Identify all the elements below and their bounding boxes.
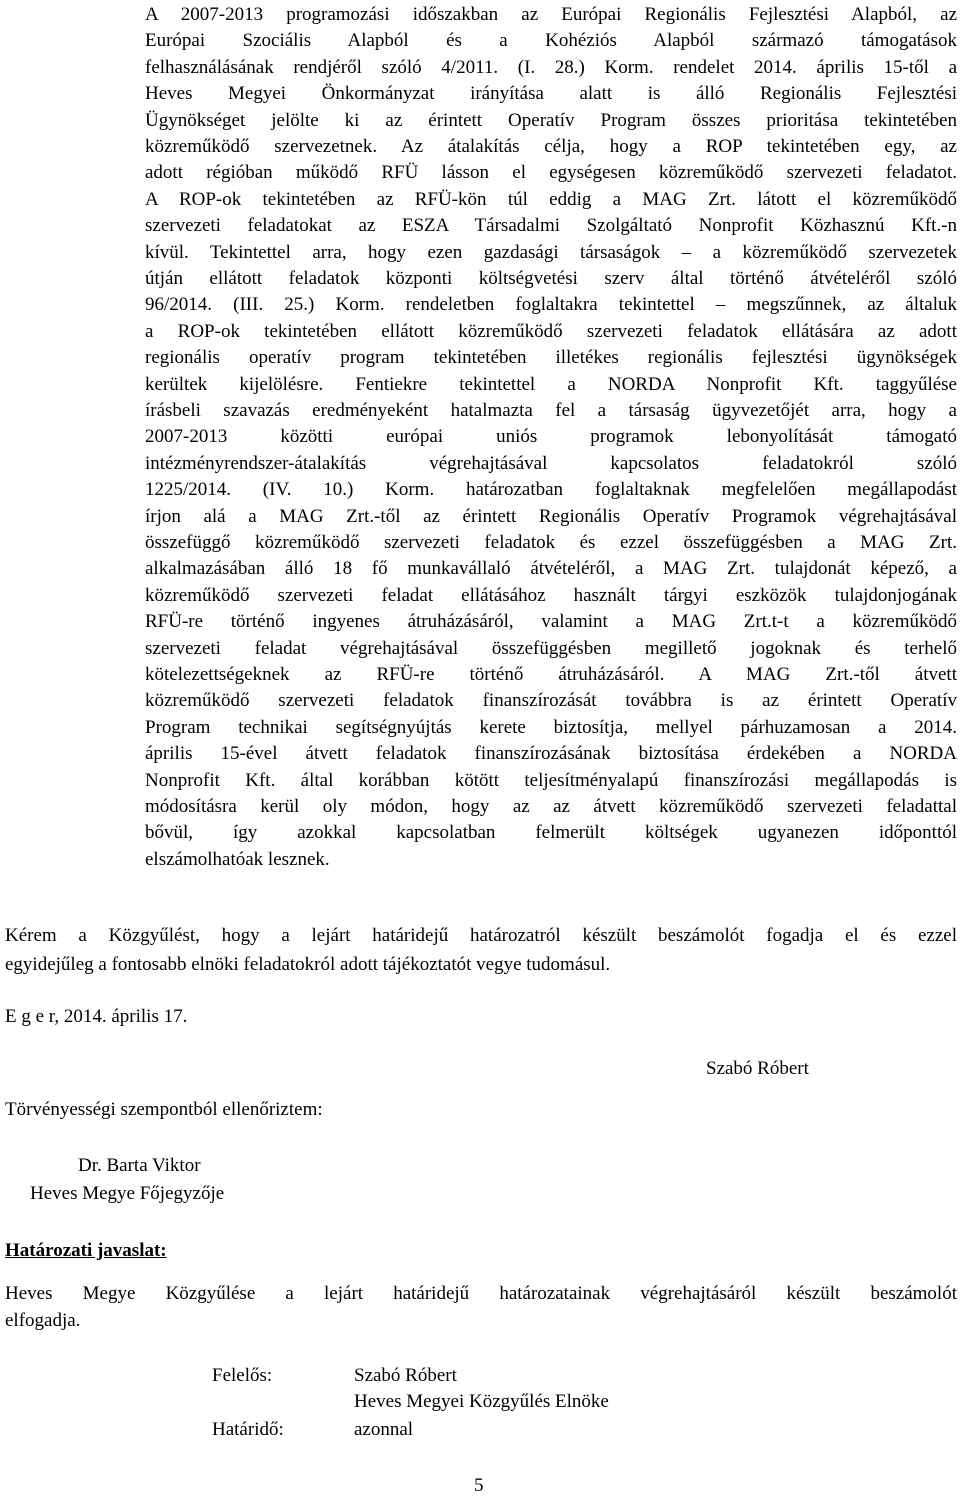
signer-name: Szabó Róbert	[706, 1058, 809, 1079]
paragraph-line: Heves Megyei Önkormányzat irányítása alatt is álló Regionális Fejlesztési	[145, 83, 957, 105]
paragraph-line: 96/2014. (III. 25.) Korm. rendeletben foglaltakra tekintettel – megszűnnek, az általuk	[145, 294, 957, 316]
page-number: 5	[474, 1475, 484, 1496]
paragraph-line: bővül, így azokkal kapcsolatban felmerült költségek ugyanezen időponttól	[145, 822, 957, 844]
request-line-2: egyidejűleg a fontosabb elnöki feladatokról adott tájékoztatót vegye tudomásul.	[5, 954, 611, 975]
paragraph-line: felhasználásának rendjéről szóló 4/2011. (I. 28.) Korm. rendelet 2014. április 15-től a	[145, 56, 957, 78]
paragraph-line: Ügynökséget jelölte ki az érintett Operatív Program összes prioritása tekintetében	[145, 109, 957, 131]
notary-title: Heves Megye Főjegyzője	[30, 1183, 225, 1204]
paragraph-line: A ROP-ok tekintetében az RFÜ-kön túl eddig a MAG Zrt. látott el közreműködő	[145, 188, 957, 210]
paragraph-line: kerültek kijelölésre. Fentiekre tekintettel a NORDA Nonprofit Kft. taggyűlése	[145, 373, 957, 395]
paragraph-line: kötelezettségeknek az RFÜ-re történő átruházásáról. A MAG Zrt.-től átvett	[145, 664, 957, 685]
deadline-value: azonnal	[354, 1419, 414, 1440]
notary-name: Dr. Barta Viktor	[78, 1155, 201, 1176]
paragraph-line: közreműködő szervezeti feladat ellátásához használt tárgyi eszközök tulajdonjogának	[145, 584, 957, 606]
responsible-title: Heves Megyei Közgyűlés Elnöke	[354, 1391, 609, 1412]
paragraph-line: adott régióban működő RFÜ lásson el egységesen közreműködő szervezeti feladatot.	[145, 162, 957, 184]
paragraph-line: 2007-2013 közötti európai uniós programok lebonyolítását támogató	[145, 426, 957, 448]
paragraph-line: Nonprofit Kft. által korábban kötött teljesítményalapú finanszírozási megállapodás is	[145, 769, 957, 791]
paragraph-line: Program technikai segítségnyújtás kerete biztosítja, mellyel párhuzamosan a 2014.	[145, 716, 957, 738]
paragraph-line: elszámolhatóak lesznek.	[145, 848, 330, 870]
paragraph-line: április 15-ével átvett feladatok finanszírozásának biztosítása érdekében a NORDA	[145, 743, 957, 765]
responsible-name: Szabó Róbert	[354, 1365, 457, 1386]
paragraph-line: írjon alá a MAG Zrt.-től az érintett Regionális Operatív Programok végrehajtásával	[145, 505, 957, 527]
resolution-line-1: Heves Megye Közgyűlése a lejárt határidejű határozatainak végrehajtásáról készült beszámolót	[5, 1283, 957, 1304]
legality-check-text: Törvényességi szempontból ellenőriztem:	[5, 1099, 323, 1120]
deadline-label: Határidő:	[212, 1419, 284, 1440]
paragraph-line: közreműködő szervezetnek. Az átalakítás célja, hogy a ROP tekintetében egy, az	[145, 136, 957, 157]
request-line-1: Kérem a Közgyűlést, hogy a lejárt határidejű határozatról készült beszámolót fogadja el és ezzel	[5, 925, 957, 946]
date-line: E g e r, 2014. április 17.	[5, 1006, 188, 1027]
paragraph-line: RFÜ-re történő ingyenes átruházásáról, valamint a MAG Zrt.t-t a közreműködő	[145, 611, 957, 633]
paragraph-line: regionális operatív program tekintetében illetékes regionális fejlesztési ügynökségek	[145, 347, 957, 369]
paragraph-line: 1225/2014. (IV. 10.) Korm. határozatban foglaltaknak megfelelően megállapodást	[145, 479, 957, 501]
paragraph-line: módosításra kerül oly módon, hogy az az átvett közreműködő szervezeti feladattal	[145, 796, 957, 817]
paragraph-line: intézményrendszer-átalakítás végrehajtásával kapcsolatos feladatokról szóló	[145, 452, 957, 474]
paragraph-line: szervezeti feladatokat az ESZA Társadalmi Szolgáltató Nonprofit Közhasznú Kft.-n	[145, 215, 957, 237]
paragraph-line: Európai Szociális Alapból és a Kohéziós Alapból származó támogatások	[145, 30, 957, 52]
responsible-label: Felelős:	[212, 1365, 273, 1386]
resolution-heading: Határozati javaslat:	[5, 1240, 167, 1261]
paragraph-line: a ROP-ok tekintetében ellátott közreműködő szervezeti feladatok ellátására az adott	[145, 320, 957, 342]
paragraph-line: írásbeli szavazás eredményeként hatalmazta fel a társaság ügyvezetőjét arra, hogy a	[145, 400, 957, 421]
paragraph-line: összefüggő közreműködő szervezeti feladatok és ezzel összefüggésben a MAG Zrt.	[145, 532, 957, 553]
paragraph-line: A 2007-2013 programozási időszakban az Európai Regionális Fejlesztési Alapból, az	[145, 4, 957, 25]
paragraph-line: útján ellátott feladatok központi költségvetési szerv által történő átvételéről szóló	[145, 268, 957, 289]
paragraph-line: alkalmazásában álló 18 fő munkavállaló átvételéről, a MAG Zrt. tulajdonát képező, a	[145, 558, 957, 580]
resolution-line-2: elfogadja.	[5, 1310, 81, 1331]
paragraph-line: közreműködő szervezeti feladatok finanszírozását továbbra is az érintett Operatív	[145, 690, 957, 712]
paragraph-line: szervezeti feladat végrehajtásával összefüggésben megillető jogoknak és terhelő	[145, 637, 957, 659]
paragraph-line: kívül. Tekintettel arra, hogy ezen gazdasági társaságok – a közreműködő szervezetek	[145, 241, 957, 263]
